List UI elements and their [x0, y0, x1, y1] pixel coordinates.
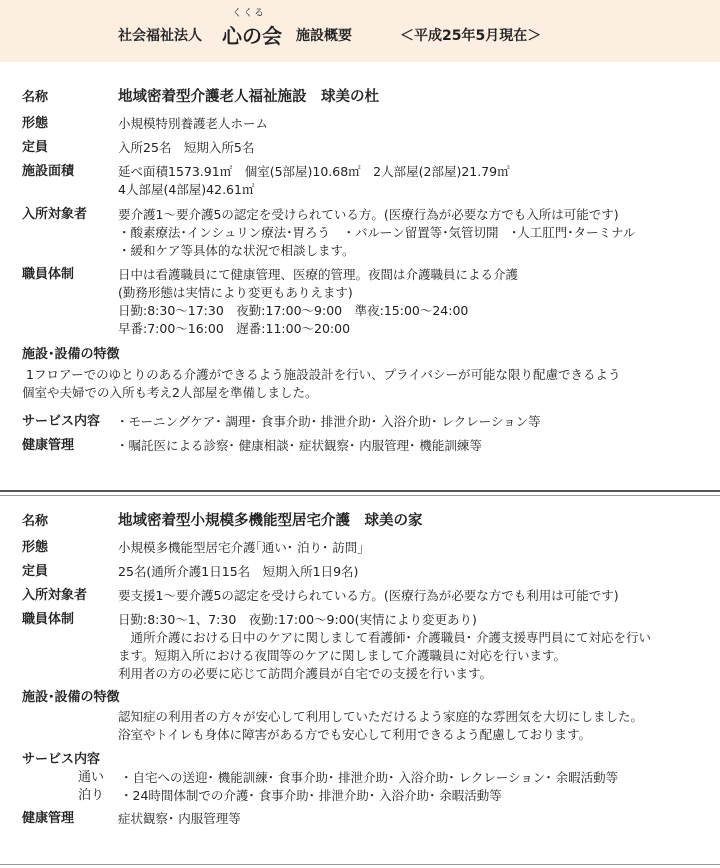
- f2-target-value: 要支援1～要介護5の認定を受けられている方。(医療行為が必要な方でも利用は可能です): [118, 588, 619, 603]
- f1-name-label: 名称: [22, 90, 49, 105]
- f1-features-line: 1フロアーでのゆとりのある介護ができるよう施設設計を行い、プライバシーが可能な限り配慮できるよう: [26, 367, 621, 382]
- f1-target-label: 入所対象者: [22, 207, 88, 222]
- f1-features-label: 施設･設備の特徴: [22, 347, 120, 362]
- f2-form-value: 小規模多機能型居宅介護｢通い･ 泊り･ 訪問｣: [118, 540, 364, 555]
- f2-health-label: 健康管理: [22, 811, 75, 826]
- f1-health-label: 健康管理: [22, 438, 75, 453]
- section-divider: [0, 495, 720, 496]
- f2-services-sub-label: 泊り: [78, 788, 105, 803]
- f2-features-label: 施設･設備の特徴: [22, 690, 120, 705]
- as-of-date: ＜平成25年5月現在＞: [400, 28, 542, 44]
- f2-staff-line: 利用者の方の必要に応じて訪問介護員が自宅での支援を行います。: [118, 666, 493, 681]
- f1-staff-line: (勤務形態は実情により変更もありえます): [118, 285, 353, 300]
- f1-target-line: ・緩和ケア等具体的な状況で相談します。: [118, 243, 355, 258]
- f1-services-label: サービス内容: [22, 414, 101, 429]
- f1-area-line: 延べ面積1573.91㎡ 個室(5部屋)10.68㎡ 2人部屋(2部屋)21.79㎡: [118, 164, 510, 179]
- f1-capacity-value: 入所25名 短期入所5名: [118, 140, 255, 155]
- f2-features-line: 浴室やトイレも身体に障害がある方でも安心して利用できるよう配慮しております。: [118, 727, 592, 742]
- f1-area-label: 施設面積: [22, 164, 75, 179]
- f1-name-value: 地域密着型介護老人福祉施設 球美の杜: [118, 89, 379, 105]
- f1-staff-label: 職員体制: [22, 267, 75, 282]
- f1-staff-line: 日勤:8:30～17:30 夜勤:17:00～9:00 準夜:15:00～24:00: [118, 303, 469, 318]
- name-ruby: くくる: [232, 8, 265, 19]
- page-title: 施設概要: [296, 28, 352, 44]
- f2-features-line: 認知症の利用者の方々が安心して利用していただけるよう家庭的な雰囲気を大切にしました。: [118, 709, 644, 724]
- f1-form-label: 形態: [22, 116, 49, 131]
- f2-services-value: ・自宅への送迎･ 機能訓練･ 食事介助･ 排泄介助･ 入浴介助･ レクレーション･ 余暇活動等: [120, 770, 619, 785]
- org-name: 心の会: [222, 24, 282, 48]
- f1-services-value: ・モーニングケア･ 調理･ 食事介助･ 排泄介助･ 入浴介助･ レクレーション等: [116, 414, 541, 429]
- f2-name-label: 名称: [22, 514, 49, 529]
- f1-health-value: ・嘱託医による診察･ 健康相談･ 症状観察･ 内服管理･ 機能訓練等: [116, 438, 482, 453]
- f2-capacity-label: 定員: [22, 564, 49, 579]
- f1-form-value: 小規模特別養護老人ホーム: [118, 116, 269, 131]
- f2-services-label: サービス内容: [22, 752, 101, 767]
- f1-staff-line: 早番:7:00～16:00 遅番:11:00～20:00: [118, 321, 351, 336]
- f1-staff-line: 日中は看護職員にて健康管理、医療的管理。夜間は介護職員による介護: [118, 267, 519, 282]
- f1-target-line: ・酸素療法･インシュリン療法･胃ろう ・バルーン留置等･気管切開 ･人工肛門･ターミナル: [118, 225, 636, 240]
- f2-capacity-value: 25名(通所介護1日15名 短期入所1日9名): [118, 564, 359, 579]
- f2-services-value: ・24時間体制での介護･ 食事介助･ 排泄介助･ 入浴介助･ 余暇活動等: [120, 788, 502, 803]
- f2-services-sub-label: 通い: [78, 770, 105, 785]
- f1-area-line: 4人部屋(4部屋)42.61㎡: [118, 182, 255, 197]
- bottom-rule: [0, 864, 720, 865]
- f2-health-value: 症状観察･ 内服管理等: [118, 811, 241, 826]
- f2-target-label: 入所対象者: [22, 588, 88, 603]
- org-type: 社会福祉法人: [118, 28, 202, 44]
- f1-capacity-label: 定員: [22, 140, 49, 155]
- page-header: [0, 0, 720, 62]
- f2-staff-line: ます。短期入所における夜間等のケアに関しまして介護職員に対応を行います。: [118, 648, 567, 663]
- f1-features-line: 個室や夫婦での入所も考え2人部屋を準備しました。: [22, 385, 318, 400]
- section-divider: [0, 490, 720, 492]
- f2-staff-label: 職員体制: [22, 612, 75, 627]
- f2-form-label: 形態: [22, 540, 49, 555]
- f2-staff-line: 通所介護における日中のケアに関しまして看護師･ 介護職員･ 介護支援専門員にて対応を行い: [118, 630, 651, 645]
- f2-staff-line: 日勤:8:30～1、7:30 夜勤:17:00～9:00(実情により変更あり): [118, 612, 477, 627]
- f2-name-value: 地域密着型小規模多機能型居宅介護 球美の家: [118, 513, 423, 529]
- f1-target-line: 要介護1～要介護5の認定を受けられている方。(医療行為が必要な方でも入所は可能です): [118, 207, 619, 222]
